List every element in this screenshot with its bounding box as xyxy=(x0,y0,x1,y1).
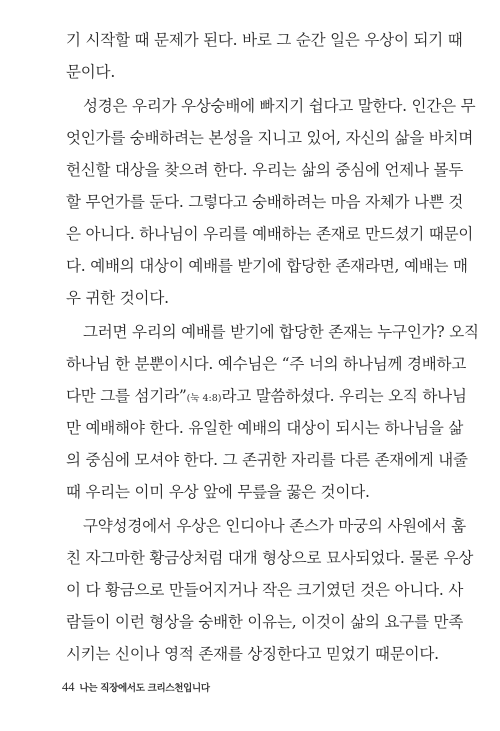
text-line: 만 예배해야 한다. 유일한 예배의 대상이 되시는 하나님을 삶 xyxy=(66,419,464,437)
paragraph-start-line: 성경은 우리가 우상숭배에 빠지기 쉽다고 말한다. 인간은 무 xyxy=(83,97,476,115)
text-line: 기 시작할 때 문제가 된다. 바로 그 순간 일은 우상이 되기 때 xyxy=(66,31,463,49)
text-line: 의 중심에 모셔야 한다. 그 존귀한 자리를 다른 존재에게 내줄 xyxy=(66,451,468,469)
text-line: 때 우리는 이미 우상 앞에 무릎을 꿇은 것이다. xyxy=(66,483,370,501)
text-line: 헌신할 대상을 찾으려 한다. 우리는 삶의 중심에 언제나 몰두 xyxy=(66,161,464,179)
scripture-citation: (눅 4:8) xyxy=(186,393,222,404)
text-line: 문이다. xyxy=(66,63,116,81)
quote-text: 다만 그를 섬기라” xyxy=(66,387,187,405)
text-line: 다. 예배의 대상이 예배를 받기에 합당한 존재라면, 예배는 매 xyxy=(66,257,468,275)
paragraph-start-line: 구약성경에서 우상은 인디아나 존스가 마궁의 사원에서 훔 xyxy=(83,517,466,535)
text-line: 은 아니다. 하나님이 우리를 예배하는 존재로 만드셨기 때문이 xyxy=(66,225,474,243)
text-line: 시키는 신이나 영적 존재를 상징한다고 믿었기 때문이다. xyxy=(66,645,439,663)
text-line: 이 다 황금으로 만들어지거나 작은 크기였던 것은 아니다. 사 xyxy=(66,581,464,599)
page-footer xyxy=(62,680,210,696)
text-line: 친 자그마한 황금상처럼 대개 형상으로 묘사되었다. 물론 우상 xyxy=(66,549,474,567)
text-line: 우 귀한 것이다. xyxy=(66,289,169,307)
text-line: 람들이 이런 형상을 숭배한 이유는, 이것이 삶의 요구를 만족 xyxy=(66,613,464,631)
text-line: 할 무언가를 둔다. 그렇다고 숭배하려는 마음 자체가 나쁜 것 xyxy=(66,193,464,211)
page-number: 44 xyxy=(62,680,75,694)
paragraph-start-line: 그러면 우리의 예배를 받기에 합당한 존재는 누구인가? 오직 xyxy=(83,323,479,341)
text-line: 엇인가를 숭배하려는 본성을 지니고 있어, 자신의 삶을 바치며 xyxy=(66,129,474,147)
quote-continuation: 라고 말씀하셨다. 우리는 오직 하나님 xyxy=(221,387,467,405)
text-line: 하나님 한 분뿐이시다. 예수님은 “주 너의 하나님께 경배하고 xyxy=(66,355,467,373)
running-title: 나는 직장에서도 크리스천입니다 xyxy=(79,683,210,694)
text-line-with-citation xyxy=(66,386,467,409)
